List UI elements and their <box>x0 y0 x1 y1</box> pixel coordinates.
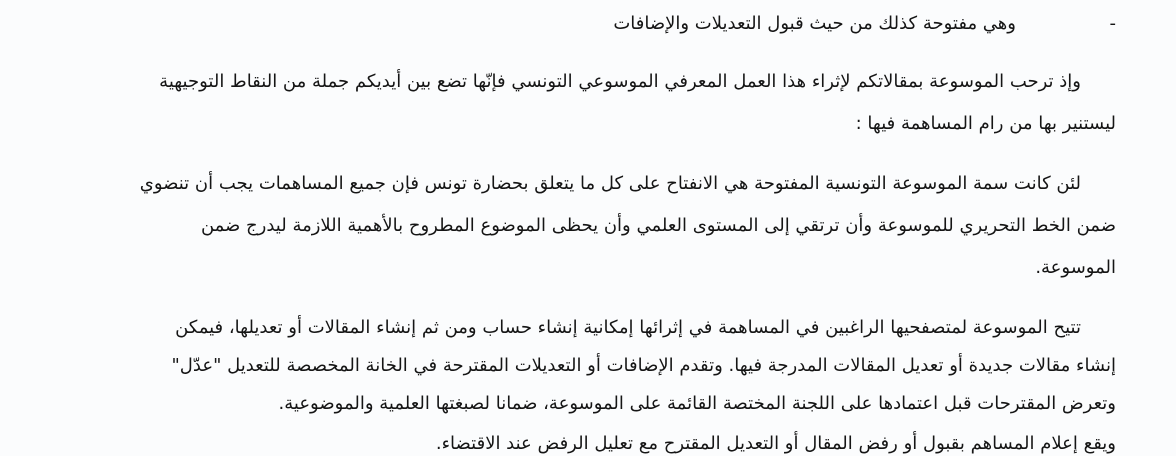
paragraph1-line-1: وإذ ترحب الموسوعة بمقالاتكم لإثراء هذا العمل المعرفي الموسوعي التونسي فإنّها تضع بين أيديكم جملة من النقاط التوجيهية <box>159 71 1081 92</box>
paragraph2-line-1: لئن كانت سمة الموسوعة التونسية المفتوحة هي الانفتاح على كل ما يتعلق بحضارة تونس فإن جميع المساهمات يجب أن تنضوي <box>139 173 1081 194</box>
paragraph3-line-3: وتعرض المقترحات قبل اعتمادها على اللجنة المختصة القائمة على الموسوعة، ضمانا لصبغتها العلمية والموضوعية. <box>278 393 1116 414</box>
paragraph3-line-2: إنشاء مقالات جديدة أو تعديل المقالات المدرجة فيها. وتقدم الإضافات أو التعديلات المقترحة في الخانة المخصصة للتعديل "عدّل" <box>171 355 1116 376</box>
paragraph3-line-4: ويقع إعلام المساهم بقبول أو رفض المقال أو التعديل المقترح مع تعليل الرفض عند الاقتضاء. <box>435 433 1116 454</box>
paragraph1-line-2: ليستنير بها من رام المساهمة فيها : <box>855 113 1116 134</box>
paragraph3-line-1: تتيح الموسوعة لمتصفحيها الراغبين في المساهمة في إثرائها إمكانية إنشاء حساب ومن ثم إنشاء المقالات أو تعديلها، فيمكن <box>175 317 1081 338</box>
bullet-dash: - <box>1109 13 1116 34</box>
bullet-text: وهي مفتوحة كذلك من حيث قبول التعديلات والإضافات <box>613 13 1016 34</box>
paragraph2-line-2: ضمن الخط التحريري للموسوعة وأن ترتقي إلى المستوى العلمي وأن يحظى الموضوع المطروح بالأهمية اللازمة ليدرج ضمن <box>200 215 1116 236</box>
paragraph2-line-3: الموسوعة. <box>1035 257 1116 278</box>
